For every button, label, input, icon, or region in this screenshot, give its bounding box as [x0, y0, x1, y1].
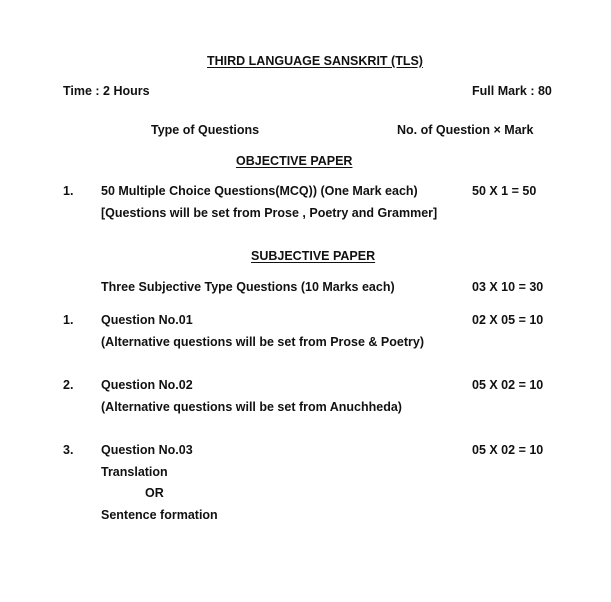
time-label: Time : 2 Hours — [63, 84, 150, 98]
subjective-heading: SUBJECTIVE PAPER — [251, 249, 376, 263]
objective-item-number: 1. — [63, 184, 74, 198]
question-3-title: Question No.03 — [101, 443, 193, 457]
subjective-intro: Three Subjective Type Questions (10 Marks each) — [101, 280, 395, 294]
full-mark-label: Full Mark : 80 — [472, 84, 552, 98]
objective-item-marks: 50 X 1 = 50 — [472, 184, 537, 198]
question-3-marks: 05 X 02 = 10 — [472, 443, 544, 457]
question-2-title: Question No.02 — [101, 378, 193, 392]
question-2-number: 2. — [63, 378, 74, 392]
question-1-marks: 02 X 05 = 10 — [472, 313, 544, 327]
question-1-description: (Alternative questions will be set from Prose & Poetry) — [101, 335, 424, 349]
subjective-intro-marks: 03 X 10 = 30 — [472, 280, 544, 294]
column-header-marks: No. of Question × Mark — [397, 123, 534, 137]
question-2-marks: 05 X 02 = 10 — [472, 378, 544, 392]
question-3-translation: Translation — [101, 465, 168, 479]
question-3-sentence-formation: Sentence formation — [101, 508, 218, 522]
page-title: THIRD LANGUAGE SANSKRIT (TLS) — [207, 54, 423, 68]
column-header-type: Type of Questions — [151, 123, 260, 137]
objective-item-text: 50 Multiple Choice Questions(MCQ)) (One Mark each) — [101, 184, 418, 198]
question-3-or: OR — [145, 486, 164, 500]
question-3-number: 3. — [63, 443, 74, 457]
question-1-title: Question No.01 — [101, 313, 193, 327]
objective-heading: OBJECTIVE PAPER — [236, 154, 353, 168]
objective-item-note: [Questions will be set from Prose , Poetry and Grammer] — [101, 206, 438, 220]
question-1-number: 1. — [63, 313, 74, 327]
question-2-description: (Alternative questions will be set from Anuchheda) — [101, 400, 402, 414]
